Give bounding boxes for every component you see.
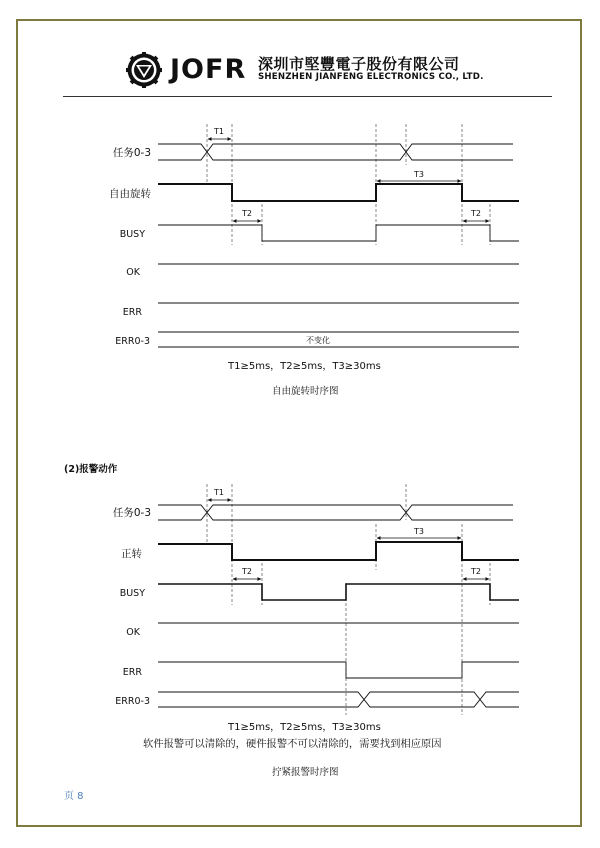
figure-caption: 自由旋转时序图 [272, 386, 339, 397]
signal-busy [158, 225, 519, 241]
company-name-en: SHENZHEN JIANFENG ELECTRONICS CO., LTD. [258, 72, 484, 82]
signal-label-free-rotation: 自由旋转 [109, 188, 151, 200]
signal-label-busy: BUSY [119, 229, 145, 240]
bus-task-signal [158, 144, 513, 160]
t1-marker-label: T1 [214, 127, 224, 136]
timing-diagram-tightening-alarm [113, 484, 519, 715]
signal-free-rotation [158, 184, 519, 201]
signal-label-ok: OK [126, 267, 140, 278]
figure-caption: 拧紧报警时序图 [272, 767, 339, 778]
timing-constraints: T1≥5ms，T2≥5ms，T3≥30ms [228, 722, 381, 733]
section-heading: (2)报警动作 [64, 464, 118, 475]
bus-task-signal [158, 505, 513, 520]
signal-label-busy: BUSY [119, 588, 145, 599]
signal-label-forward-rotation: 正转 [121, 548, 142, 560]
logo-wordmark: JOFR [170, 54, 247, 85]
signal-label-err-code: ERR0-3 [115, 336, 150, 347]
t2-marker-label: T2 [471, 567, 481, 576]
company-name-cn: 深圳市堅豐電子股份有限公司 [258, 55, 460, 73]
t3-marker-label: T3 [414, 170, 424, 179]
timing-constraints: T1≥5ms，T2≥5ms，T3≥30ms [228, 361, 381, 372]
bus-err-code [158, 692, 519, 707]
t2-marker-label: T2 [242, 209, 252, 218]
signal-label-err: ERR [122, 307, 142, 318]
signal-label-err: ERR [122, 667, 142, 678]
unchanged-label: 不变化 [306, 336, 330, 345]
signal-forward-rotation [158, 542, 519, 560]
t3-marker-label: T3 [414, 527, 424, 536]
signal-label-ok: OK [126, 627, 140, 638]
t2-marker-label: T2 [471, 209, 481, 218]
alarm-note: 软件报警可以清除的，硬件报警不可以清除的，需要找到相应原因 [143, 738, 442, 750]
timing-diagram-free-rotation [109, 124, 519, 347]
t1-marker-label: T1 [214, 488, 224, 497]
signal-err [158, 662, 519, 678]
signal-label-task: 任务0-3 [112, 147, 151, 159]
page-number: 页 8 [64, 791, 84, 802]
signal-label-err-code: ERR0-3 [115, 696, 150, 707]
signal-label-task: 任务0-3 [112, 507, 151, 519]
bus-err-code [158, 332, 519, 347]
signal-busy [158, 584, 519, 600]
t2-marker-label: T2 [242, 567, 252, 576]
